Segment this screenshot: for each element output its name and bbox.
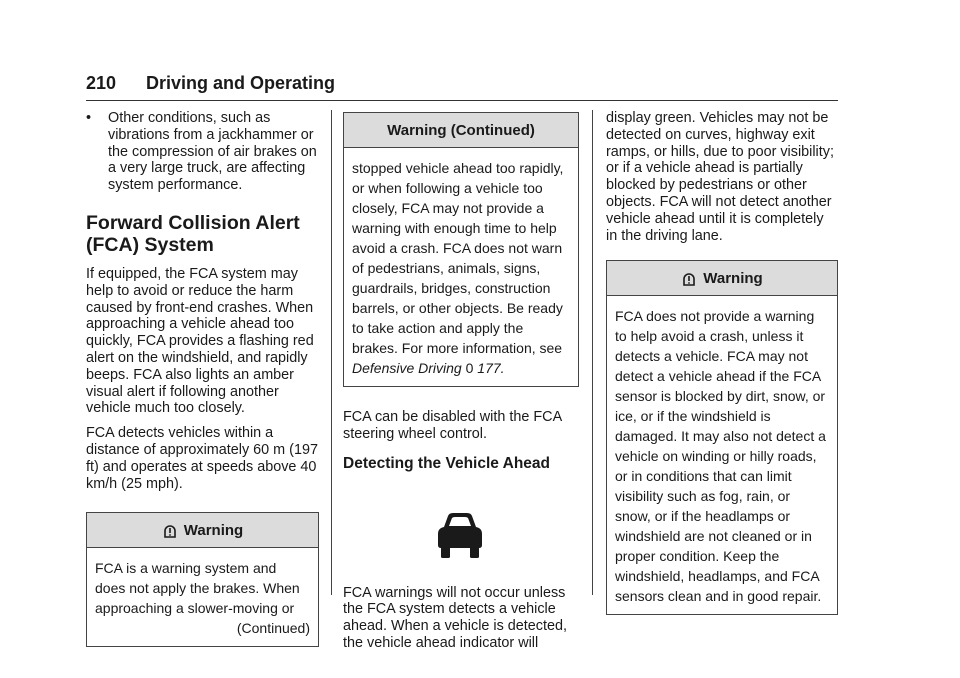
warning-header xyxy=(344,113,578,148)
warning-text: stopped vehicle ahead too rapidly, or when following a vehicle too closely, FCA may not provide a warning with enough time to help avoid a crash. FCA does not warn of pedestrians, animals, signs, guardrails, bridges, construction barrels, or other objects. Be ready to take action and apply the brakes. For more information, see xyxy=(352,160,564,356)
paragraph: FCA detects vehicles within a distance of approximately 60 m (197 ft) and operates at speeds above 40 km/h (25 mph). xyxy=(86,425,318,492)
column-2 xyxy=(343,110,579,660)
column-3 xyxy=(606,110,838,629)
bullet-mark: • xyxy=(86,110,92,126)
cross-reference-title: Defensive Driving xyxy=(352,360,462,376)
paragraph: FCA can be disabled with the FCA steering wheel control. xyxy=(343,409,562,442)
column-divider xyxy=(331,110,332,595)
paragraph: display green. Vehicles may not be detected on curves, highway exit ramps, or hills, due to poor visibility; or if a vehicle ahead is partially blocked by pedestrians or other objects. FCA will not detect another vehicle ahead until it is completely in the driving lane. xyxy=(606,110,834,244)
warning-body xyxy=(87,548,318,646)
cross-reference-symbol: 0 xyxy=(465,360,474,376)
page-number: 210 xyxy=(86,73,117,93)
section-heading: Forward Collision Alert (FCA) System xyxy=(86,211,300,256)
paragraph: FCA warnings will not occur unless the FCA system detects a vehicle ahead. When a vehicle is detected, the vehicle ahead indicator will xyxy=(343,584,567,651)
warning-title: Warning xyxy=(703,269,763,287)
warning-body xyxy=(344,148,578,386)
vehicle-ahead-icon xyxy=(435,511,485,559)
warning-header xyxy=(87,513,318,548)
list-item xyxy=(86,110,319,194)
continued-label: (Continued) xyxy=(236,620,310,637)
warning-title: Warning xyxy=(183,521,244,539)
bullet-text: Other conditions, such as vibrations from a jackhammer or the compression of air brakes on a very large truck, are affecting system performance. xyxy=(108,110,317,194)
warning-box xyxy=(606,260,838,615)
warning-text: FCA does not provide a warning to help avoid a crash, unless it detects a vehicle. FCA may not detect a vehicle ahead if the FCA sensor is blocked by dirt, snow, or ice, or if the windshield is damaged. It may also not detect a vehicle on winding or hilly roads, or in conditions that can limit visibility such as fog, rain, or snow, or if the headlamps or windshield are not cleaned or in proper condition. Keep the windshield, headlamps, and FCA sensors clean and in good repair. xyxy=(615,308,826,605)
page-header xyxy=(86,70,838,101)
warning-box-continued xyxy=(343,112,579,387)
warning-box xyxy=(86,512,319,647)
warning-header xyxy=(607,261,837,296)
paragraph: If equipped, the FCA system may help to avoid or reduce the harm caused by front-end crashes. When approaching a vehicle ahead too quickly, FCA provides a flashing red alert on the windshield, and rapidly beeps. FCA also lights an amber visual alert if following another vehicle much too closely. xyxy=(86,265,314,417)
warning-icon xyxy=(162,522,178,539)
cross-reference-page: 177. xyxy=(477,360,505,376)
column-divider xyxy=(592,110,593,595)
column-1 xyxy=(86,110,319,661)
warning-icon xyxy=(681,270,697,287)
subheading: Detecting the Vehicle Ahead xyxy=(343,454,551,472)
section-title: Driving and Operating xyxy=(146,73,336,93)
warning-body xyxy=(607,296,837,614)
warning-text: FCA is a warning system and does not apply the brakes. When approaching a slower-moving or xyxy=(95,560,300,617)
warning-title: Warning (Continued) xyxy=(387,121,535,139)
